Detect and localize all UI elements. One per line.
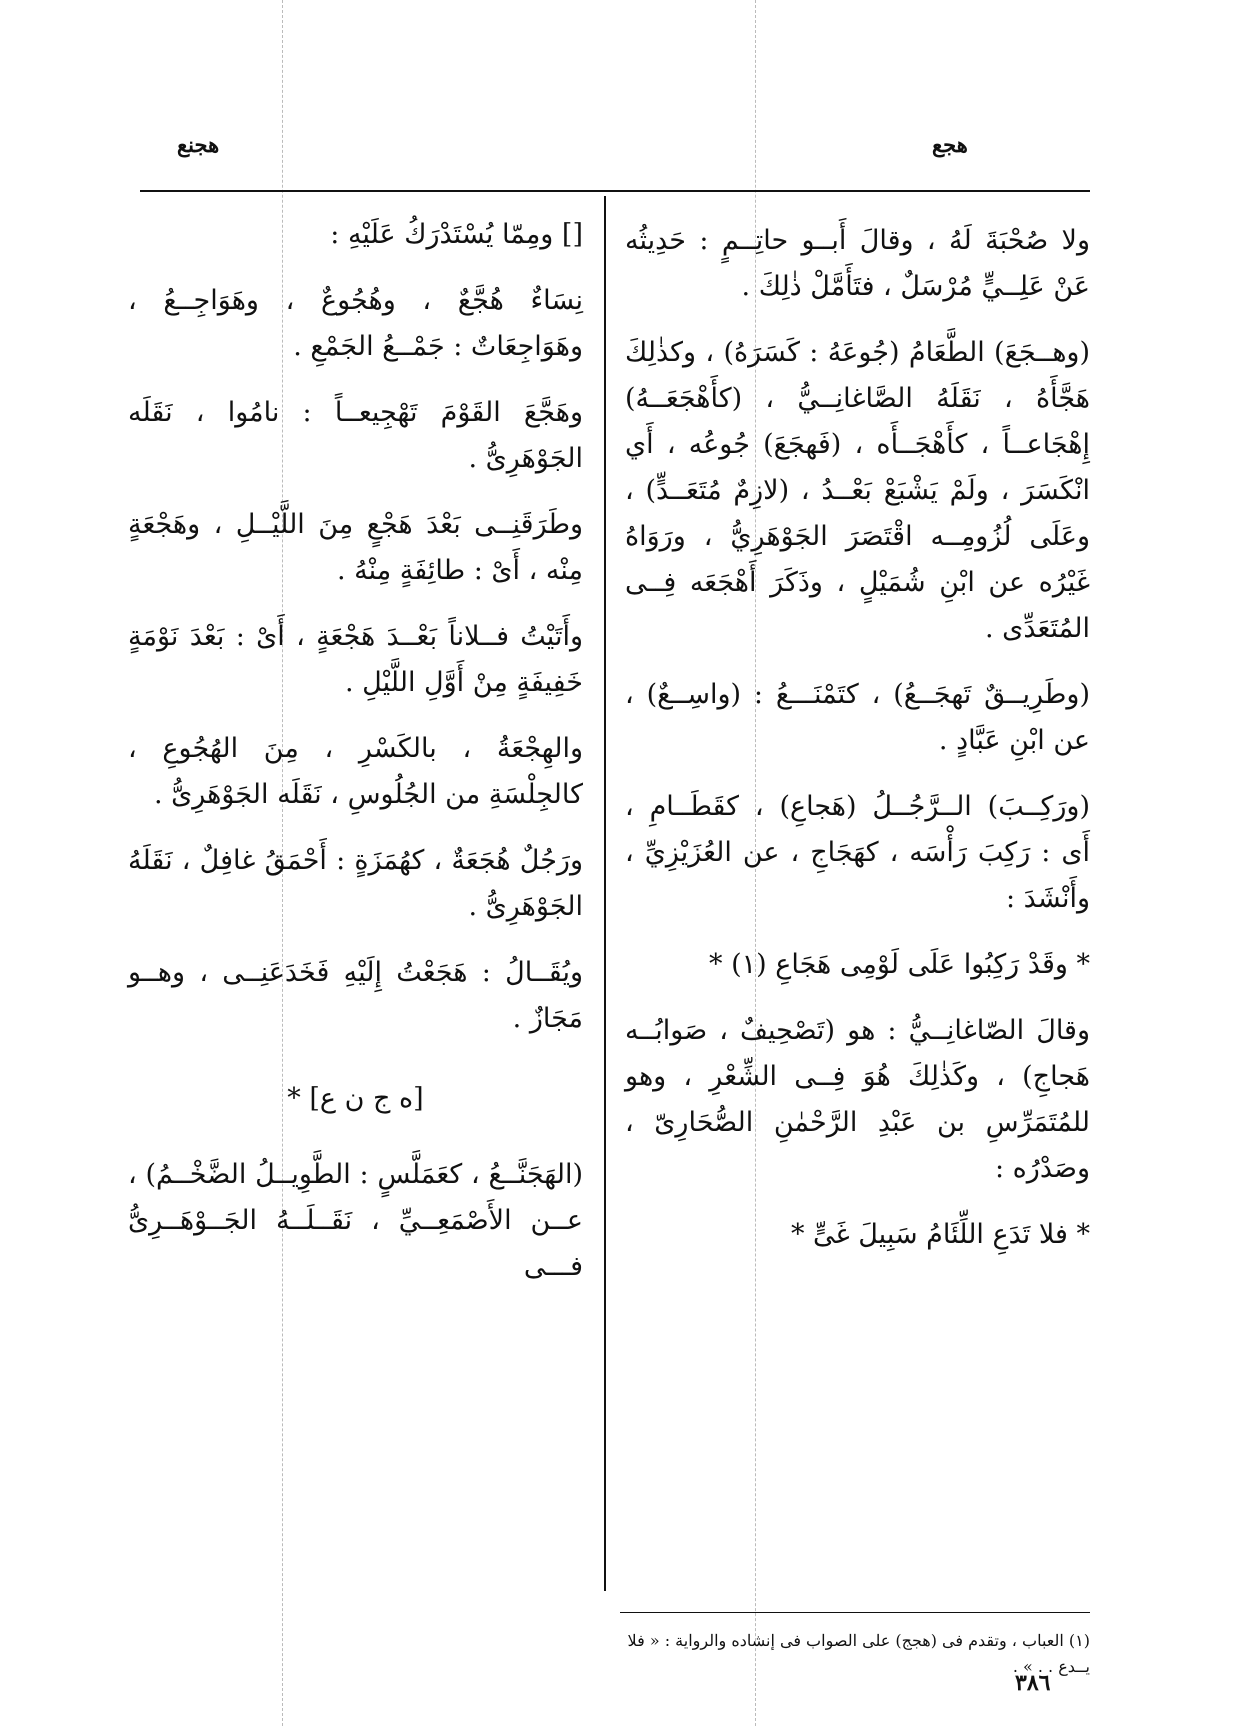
running-header-right: هجع (932, 132, 968, 157)
footnote-rule (620, 1612, 1090, 1613)
right-column (625, 218, 1090, 1278)
paragraph: (الهَجَنَّــعُ ، كعَمَلَّسٍ : الطَّوِيــلُ الضَّخْــمُ) ، عــن الأَصْمَعِــيِّ ، نَقَــلَــهُ الجَــوْهَــرِىُّ فـــى (128, 1159, 583, 1282)
paragraph: (ورَكِــبَ) الــرَّجُــلُ (هَجاعِ) ، كقَطَــامِ ، أَى : رَكِبَ رَأْسَه ، كهَجَاجِ ، عن العُزَيْزِيِّ ، وأَنْشَدَ : (625, 791, 1090, 914)
paragraph: وهَجَّعَ القَوْمَ تَهْجِيعــاً : نامُوا ، نَقَلَه الجَوْهَرِىُّ . (128, 397, 583, 474)
paragraph: نِسَاءٌ هُجَّعٌ ، وهُجُوعٌ ، وهَوَاجِــعُ ، وهَوَاجِعَاتٌ : جَمْــعُ الجَمْعِ . (128, 285, 583, 362)
footnote: (١) العباب ، وتقدم فى (هجج) على الصواب فى إنشاده والرواية : « فلا يــدع . . » . (627, 1631, 1090, 1676)
paragraph: (وهــجَعَ) الطَّعَامُ (جُوعَهُ : كَسَرَهُ) ، وكذٰلِكَ هَجَّأَهُ ، نَقَلَهُ الصَّاغانِــيُّ ، (كأَهْجَعَــهُ) إِهْجَاعــاً ، كأَهْجَــأَه ، (فَهجَعَ) جُوعُه ، أَي انْكَسَرَ ، ولَمْ يَشْبَعْ بَعْــدُ ، (لازِمٌ مُتَعَــدٍّ) ، وعَلَى لُزُومِــه اقْتَصَرَ الجَوْهَرِيُّ ، ورَوَاهُ غَيْرُه عن ابْنِ شُمَيْلٍ ، وذَكَرَ أَهْجَعَه فِــى المُتَعَدِّى . (625, 337, 1090, 644)
header-rule (140, 190, 1090, 192)
verse: * فلا تَدَعِ اللِّئَامُ سَبِيلَ غَىٍّ * (790, 1219, 1090, 1250)
paragraph: (وطَرِيــقٌ تَهجَــعُ) ، كتَمْنَـــعُ : (واسِــعٌ) ، عن ابْنِ عَبَّادٍ . (625, 679, 1090, 756)
paragraph: [] ومِمّا يُسْتَدْرَكُ عَلَيْهِ : (330, 219, 583, 250)
paragraph: ويُقَــالُ : هَجَعْتُ إِلَيْهِ فَخَدَعَنِــى ، وهــو مَجَازٌ . (128, 957, 583, 1034)
paragraph: ولا صُحْبَةَ لَهُ ، وقالَ أَبــو حاتِــمٍ : حَدِيثُه عَنْ عَلِــيٍّ مُرْسَلٌ ، فتَأَمَّلْ ذٰلِكَ . (625, 225, 1090, 302)
verse: * وقَدْ رَكِبُوا عَلَى لَوْمِى هَجَاعِ (١) * (709, 949, 1090, 980)
paragraph: وأَتَيْتُ فــلاناً بَعْــدَ هَجْعَةٍ ، أَىْ : بَعْدَ نَوْمَةٍ خَفِيفَةٍ مِنْ أَوَّلِ اللَّيْلِ . (128, 621, 583, 698)
column-divider (604, 196, 606, 1591)
left-column (128, 212, 583, 1310)
page-number: ٣٨٦ (1015, 1670, 1051, 1696)
paragraph: ورَجُلٌ هُجَعَةٌ ، كهُمَزَةٍ : أَحْمَقُ غافِلٌ ، نَقَلَهُ الجَوْهَرِىُّ . (128, 845, 583, 922)
entry-heading: [ه ج ن ع] * (287, 1083, 424, 1114)
running-header-left: هجنع (177, 132, 220, 157)
paragraph: وقالَ الصّاغانِــيُّ : هو (تَصْحِيفٌ ، صَوابُــه هَجاجِ) ، وكَذٰلِكَ هُوَ فِــى الشِّعْرِ ، وهو للمُتَمَرِّسِ بن عَبْدِ الرَّحْمٰنِ الصُّحَارِىّ ، وصَدْرُه : (625, 1015, 1090, 1184)
paragraph: والهِجْعَةُ ، بالكَسْرِ ، مِنَ الهُجُوعِ ، كالجِلْسَةِ من الجُلُوسِ ، نَقَلَه الجَوْهَرِىُّ . (128, 733, 583, 810)
paragraph: وطَرَقَنِــى بَعْدَ هَجْعٍ مِنَ اللَّيْــلِ ، وهَجْعَةٍ مِنْه ، أَىْ : طائِفَةٍ مِنْهُ . (128, 509, 583, 586)
